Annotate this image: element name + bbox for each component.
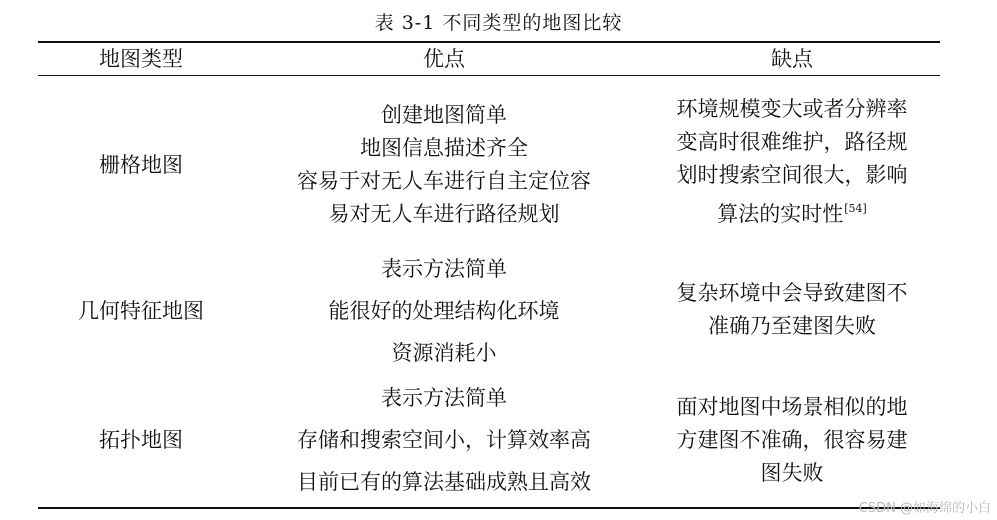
- row-geometric-map-cons: [644, 275, 940, 345]
- cons-line: 划时搜索空间很大，影响: [676, 163, 908, 187]
- cons-line: 算法的实时性: [717, 202, 844, 226]
- pros-line: 创建地图简单: [381, 103, 507, 127]
- cons-line: 环境规模变大或者分辨率: [676, 97, 908, 121]
- header-cons: 缺点: [771, 47, 813, 71]
- row-topological-map-pros: [244, 377, 644, 503]
- cons-line: 复杂环境中会导致建图不: [676, 281, 908, 305]
- bottom-rule: [38, 507, 940, 509]
- header-map-type: 地图类型: [99, 47, 183, 71]
- pros-line: 目前已有的算法基础成熟且高效: [297, 470, 591, 494]
- watermark: CSDN @如海绵的小白: [858, 501, 991, 516]
- top-rule: [38, 41, 940, 43]
- map-type-label: 拓扑地图: [99, 427, 183, 452]
- row-grid-map-type: [38, 95, 244, 235]
- pros-line: 资源消耗小: [391, 341, 497, 365]
- cons-line: 方建图不准确，很容易建: [676, 428, 908, 452]
- citation-ref: [54]: [844, 202, 867, 215]
- pros-line: 存储和搜索空间小，计算效率高: [297, 428, 591, 452]
- cons-line: 变高时很难维护，路径规: [676, 130, 908, 154]
- table-caption: 表 3-1 不同类型的地图比较: [374, 12, 623, 34]
- header-pros: 优点: [423, 47, 465, 71]
- row-topological-map-type: [38, 377, 244, 503]
- map-type-label: 几何特征地图: [78, 298, 204, 323]
- pros-line: 表示方法简单: [381, 257, 507, 281]
- pros-line: 表示方法简单: [381, 386, 507, 410]
- pros-line: 容易于对无人车进行自主定位容: [297, 169, 591, 193]
- cons-line-with-ref: [717, 192, 867, 231]
- row-topological-map-cons: [644, 388, 940, 493]
- pros-line: 能很好的处理结构化环境: [328, 299, 560, 323]
- row-grid-map-cons: [644, 92, 940, 232]
- cons-line: 准确乃至建图失败: [708, 314, 876, 338]
- pros-line: 地图信息描述齐全: [360, 136, 528, 160]
- cons-line: 面对地图中场景相似的地: [676, 395, 908, 419]
- cons-line: 图失败: [760, 461, 824, 485]
- row-grid-map-pros: [244, 95, 644, 235]
- row-geometric-map-type: [38, 248, 244, 374]
- row-geometric-map-pros: [244, 248, 644, 374]
- pros-line: 易对无人车进行路径规划: [328, 202, 560, 226]
- map-type-label: 栅格地图: [99, 152, 183, 177]
- header-rule: [38, 75, 940, 76]
